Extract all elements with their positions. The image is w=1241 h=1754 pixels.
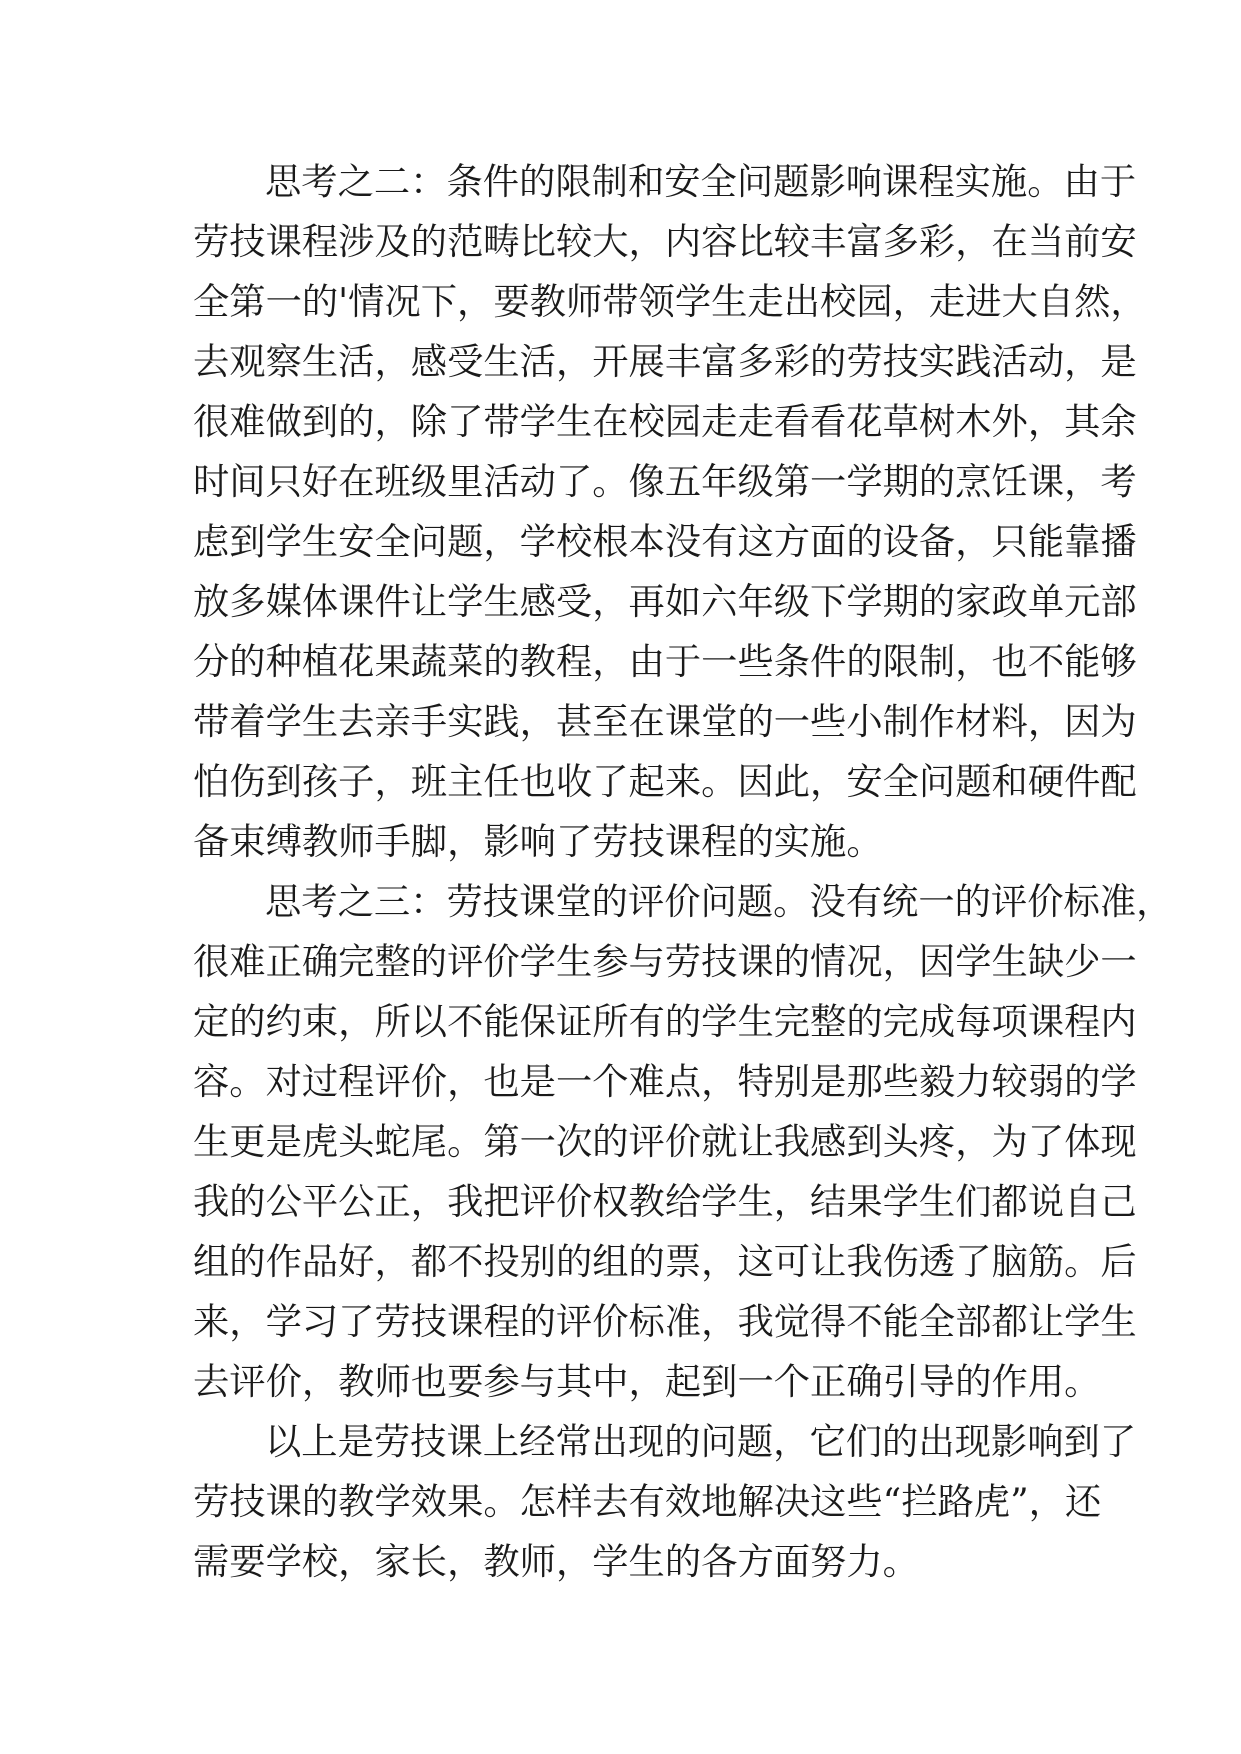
- text-line: 很难正确完整的评价学生参与劳技课的情况，因学生缺少一: [193, 940, 1137, 983]
- text-line: 来，学习了劳技课程的评价标准，我觉得不能全部都让学生: [193, 1300, 1137, 1343]
- text-line: 虑到学生安全问题，学校根本没有这方面的设备，只能靠播: [193, 520, 1137, 563]
- text-line: 定的约束，所以不能保证所有的学生完整的完成每项课程内: [193, 1000, 1137, 1043]
- text-line: 容。对过程评价，也是一个难点，特别是那些毅力较弱的学: [193, 1060, 1137, 1103]
- text-line: 去观察生活，感受生活，开展丰富多彩的劳技实践活动，是: [193, 340, 1137, 383]
- text-line: 劳技课程涉及的范畴比较大，内容比较丰富多彩，在当前安: [193, 220, 1137, 263]
- document-body: [193, 152, 1173, 1592]
- text-line: 思考之二：条件的限制和安全问题影响课程实施。由于: [265, 160, 1137, 203]
- text-line: 我的公平公正，我把评价权教给学生，结果学生们都说自己: [193, 1180, 1137, 1223]
- text-line: 组的作品好，都不投别的组的票，这可让我伤透了脑筋。后: [193, 1240, 1137, 1283]
- text-line: 备束缚教师手脚，影响了劳技课程的实施。: [193, 820, 883, 863]
- text-line: 需要学校，家长，教师，学生的各方面努力。: [193, 1540, 919, 1583]
- text-line: 怕伤到孩子，班主任也收了起来。因此，安全问题和硬件配: [193, 760, 1137, 803]
- text-line: 很难做到的，除了带学生在校园走走看看花草树木外，其余: [193, 400, 1137, 443]
- paragraph-condition-safety: [193, 152, 1147, 872]
- paragraph-conclusion: [193, 1412, 1137, 1592]
- text-line: 时间只好在班级里活动了。像五年级第一学期的烹饪课，考: [193, 460, 1137, 503]
- text-line: 放多媒体课件让学生感受，再如六年级下学期的家政单元部: [193, 580, 1137, 623]
- text-line: 分的种植花果蔬菜的教程，由于一些条件的限制，也不能够: [193, 640, 1137, 683]
- text-line: 思考之三：劳技课堂的评价问题。没有统一的评价标准，: [265, 880, 1173, 923]
- paragraph-evaluation: [193, 872, 1173, 1412]
- text-line: 带着学生去亲手实践，甚至在课堂的一些小制作材料，因为: [193, 700, 1137, 743]
- text-line: 劳技课的教学效果。怎样去有效地解决这些“拦路虎”，还: [193, 1480, 1102, 1523]
- text-line: 以上是劳技课上经常出现的问题，它们的出现影响到了: [265, 1420, 1137, 1463]
- text-line: 去评价，教师也要参与其中，起到一个正确引导的作用。: [193, 1360, 1101, 1403]
- text-line: 全第一的'情况下，要教师带领学生走出校园，走进大自然，: [193, 280, 1147, 323]
- text-line: 生更是虎头蛇尾。第一次的评价就让我感到头疼，为了体现: [193, 1120, 1137, 1163]
